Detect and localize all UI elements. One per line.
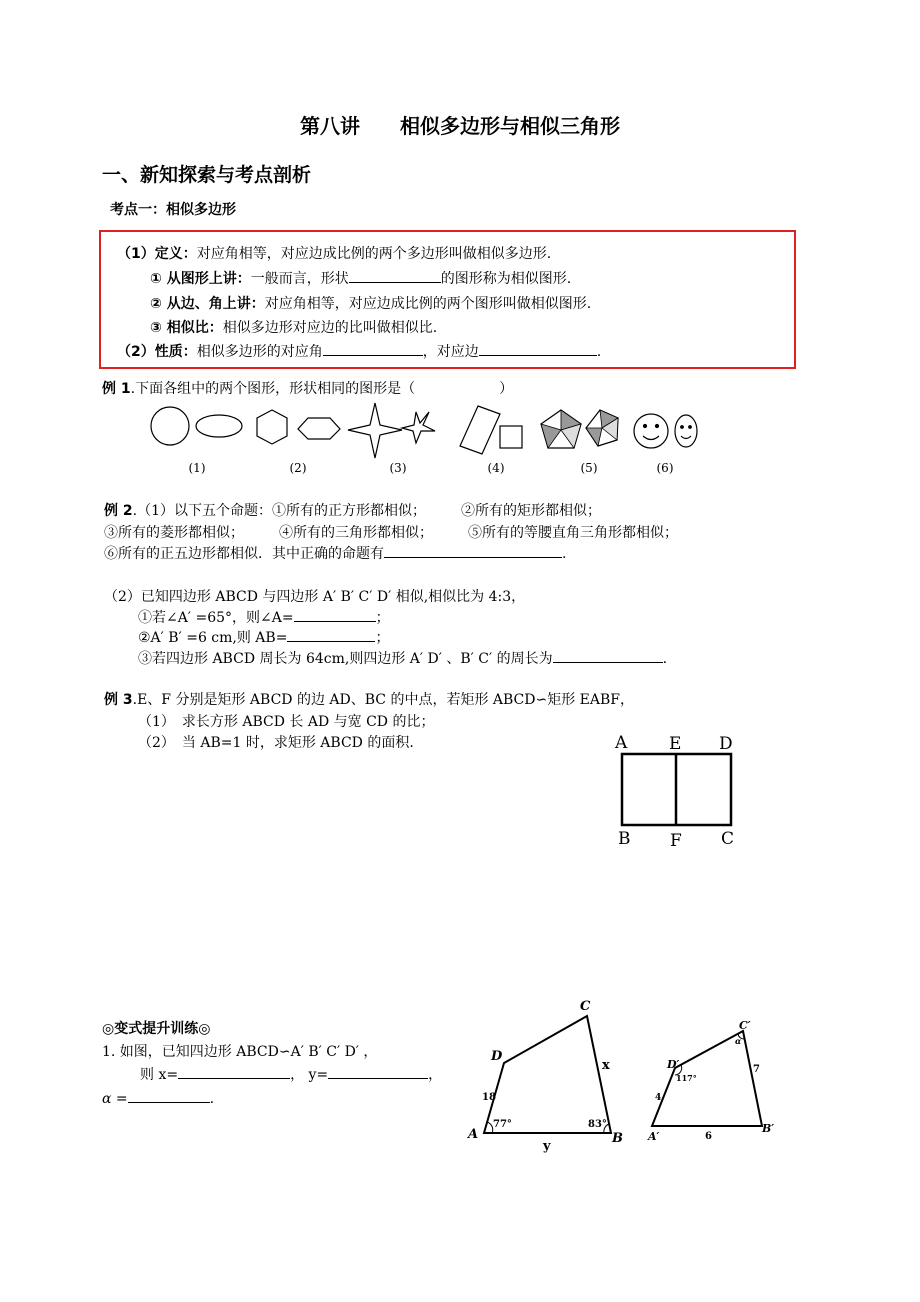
example-1: 例 1.下面各组中的两个图形，形状相同的图形是（ ） [102,381,514,397]
section-heading: 一、新知探索与考点剖析 [102,164,312,186]
blank-ab[interactable] [287,627,375,642]
example-2-line-2: ③所有的菱形都相似； ④所有的三角形都相似； ⑤所有的等腰直角三角形都相似； [104,525,678,541]
q-label-d: D [491,1049,503,1064]
blank-side[interactable] [479,341,597,356]
q2-label-a: A′ [648,1130,660,1143]
q2-label-alpha: α [735,1036,742,1046]
label-a: A [615,733,628,753]
star-small-shape [402,412,435,443]
blank-shape[interactable] [349,268,441,283]
example-2-line-3: ⑥所有的正五边形都相似．其中正确的命题有 . [104,543,566,563]
q2-label-d: D′ [667,1058,680,1071]
q-label-83: 83° [588,1119,607,1130]
box-line-3: ② 从边、角上讲：对应角相等，对应边成比例的两个图形叫做相似图形. [150,296,592,312]
example-3-line-3: （2） 当 AB=1 时，求矩形 ABCD 的面积. [138,735,414,751]
tilted-rect-shape [460,406,500,454]
q2-label-4: 4 [655,1093,662,1103]
face-large-shape [634,414,668,448]
blank-angle-a[interactable] [294,607,376,622]
example-2-part-2: （2）已知四边形 ABCD 与四边形 A′ B′ C′ D′ 相似,相似比为 4:3， [104,589,526,605]
box-line-1: （1）定义：对应角相等，对应边成比例的两个多边形叫做相似多边形. [117,246,552,262]
label-b: B [618,829,631,849]
example-2-q2: ②A′ B′ =6 cm,则 AB= ； [138,627,389,647]
blank-y[interactable] [328,1064,428,1079]
example-1-figures [140,398,720,483]
circle-shape [151,407,189,445]
example-3-line-1: 例 3.E、F 分别是矩形 ABCD 的边 AD、BC 的中点，若矩形 ABCD∽矩形 EABF， [104,692,635,708]
q-label-b: B [612,1131,623,1146]
q2-label-b: B′ [762,1122,775,1135]
blank-propositions[interactable] [384,543,562,558]
q-label-18: 18 [482,1092,496,1103]
square-shape [500,426,522,448]
point-heading: 考点一：相似多边形 [110,202,236,218]
blank-perimeter[interactable] [553,648,663,663]
fig-label-5: (5) [580,461,598,475]
label-f: F [670,831,682,851]
example-2-q1: ①若∠A′ =65°，则∠A= ； [138,607,390,627]
q-label-y: y [543,1139,551,1154]
box-line-2: ① 从图形上讲：一般而言，形状 的图形称为相似图形. [150,268,571,288]
face-small-shape [675,415,697,447]
blank-x[interactable] [178,1064,290,1079]
quadrilateral-figures [460,990,790,1155]
q-label-x: x [602,1058,610,1073]
fig-label-3: (3) [389,461,407,475]
page-title: 第八讲 相似多边形与相似三角形 [300,114,620,138]
box-line-5: （2）性质：相似多边形的对应角 ，对应边 . [117,341,601,361]
blank-angle[interactable] [323,341,423,356]
ellipse-shape [196,415,242,437]
q2-label-117: 117° [676,1073,697,1083]
q2-label-6: 6 [705,1131,712,1142]
practice-q1-line-2: 则 x= ， y= ， [140,1064,442,1084]
label-e: E [669,734,682,754]
fig-label-6: (6) [656,461,674,475]
example-2-line-1: 例 2.（1）以下五个命题：①所有的正方形都相似； ②所有的矩形都相似； [104,503,601,519]
practice-heading: ◎变式提升训练◎ [102,1021,211,1037]
q-label-a: A [468,1127,479,1142]
q-label-c: C [580,999,591,1014]
practice-q1-line-1: 1. 如图，已知四边形 ABCD∽A′ B′ C′ D′ ， [102,1044,378,1060]
blank-alpha[interactable] [128,1088,210,1103]
rectangle-figure [610,730,745,855]
hexagon-shape [257,410,287,444]
box-line-4: ③ 相似比：相似多边形对应边的比叫做相似比. [150,320,438,336]
fig-label-2: (2) [289,461,307,475]
q2-label-7: 7 [753,1064,760,1075]
example-3-line-2: （1） 求长方形 ABCD 长 AD 与宽 CD 的比； [138,714,435,730]
q-label-77: 77° [493,1119,512,1130]
pentagon-2-shape [586,410,618,446]
practice-q1-line-3: α = . [102,1088,214,1107]
fig-label-1: (1) [188,461,206,475]
example-2-q3: ③若四边形 ABCD 周长为 64cm,则四边形 A′ D′ 、B′ C′ 的周长为 . [138,648,667,668]
pentagon-1-shape [541,410,581,448]
flat-hexagon-shape [298,418,340,439]
label-d: D [719,734,733,754]
star-4-shape [348,403,402,458]
q2-label-c: C′ [739,1019,751,1032]
label-c: C [721,829,735,849]
fig-label-4: (4) [487,461,505,475]
